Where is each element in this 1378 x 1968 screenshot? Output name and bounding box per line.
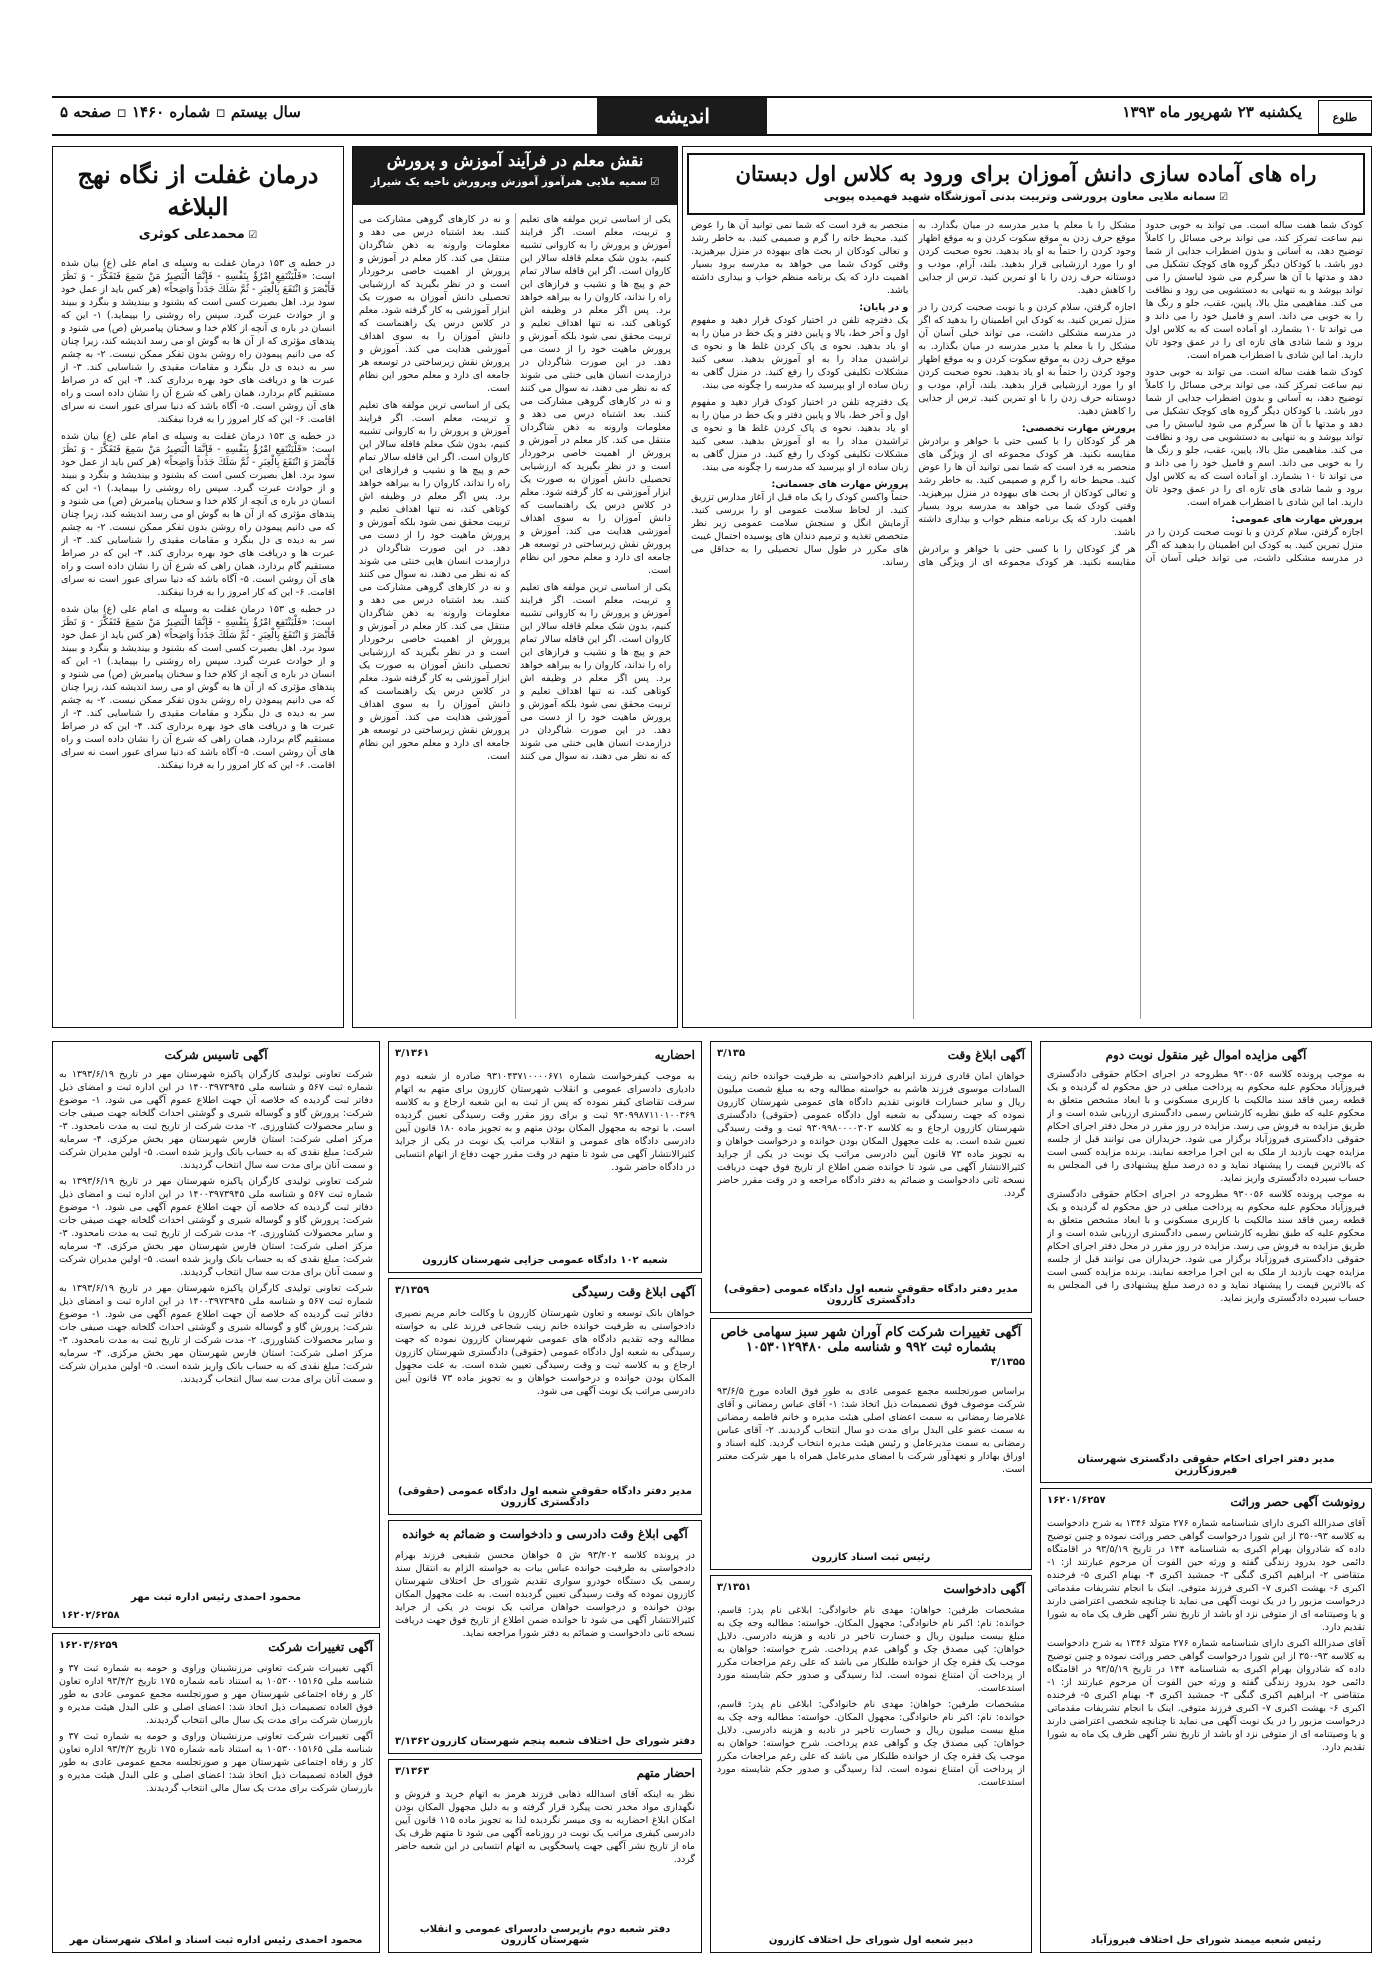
paragraph: یکی از اساسی ترین مولفه های تعلیم و تربیت، معلم است. اگر فرایند آموزش و پرورش را به کاروانی تشبیه کنیم، بدون شک معلم قافله سالار این کاروان است. اگر این قافله سالار تمام خم و پیچ ها و نشیب و فرازهای این راه را نداند، کاروان را به بیراهه خواهد برد. پس اگر معلم در وظیفه اش کوتاهی کند، نه تنها اهداف تعلیم و تربیت محقق نمی شود بلکه آموزش و پرورش ماهیت خود را از دست می دهد. در این صورت شاگردان در درازمدت انسان هایی خنثی می شوند که نه نظر می دهند، نه سوال می کنند و نه در کارهای گروهی مشارکت می کنند. بعد اشتباه درس می دهد و معلومات وارونه به ذهن شاگردان منتقل می کند. کار معلم در آموزش و پرورش از اهمیت خاصی برخوردار است و در نظر بگیرید که ارزشیابی تحصیلی دانش آموزان به صورت یک ابزار آموزشی به کار گرفته شود. معلم در کلاس درس یک راهنماست که دانش آموزان را به سوی اهداف آموزشی هدایت می کند. آموزش و پرورش نقش زیرساختی در توسعه هر جامعه ای دارد و معلم محور این نظام است. <box>520 214 671 576</box>
article-teacher-title: نقش معلم در فرآیند آموزش و پرورش <box>386 151 644 170</box>
paragraph: آقای صدرالله اکبری دارای شناسنامه شماره ۲۷۶ متولد ۱۳۴۶ به شرح دادخواست به کلاسه ۹۳-۳۵۰ از این شورا درخواست گواهی حصر وراثت نموده و چنین توضیح داده که شادروان بهرام اکبری به شناسنامه ۱۴۴ در تاریخ ۹۳/۵/۱۹ در اقامتگاه دائمی خود بدرود زندگی گفته و ورثه حین الفوت آن مرحوم عبارتند از: ۱- متقاضی ۲- ابراهیم اکبری گنگی ۳- جمشید اکبری ۴- بهنام اکبری ۵- فرخنده اکبری ۶- بهشت اکبری ۷- اکبری فرزند متوفی. اینک با انجام تشریفات مقدماتی درخواست مزبور را در یک نوبت آگهی می نماید تا چنانچه شخصی اعتراضی دارند و یا وصیتنامه ای از متوفی نزد او باشد از تاریخ نشر آگهی ظرف یک ماه به شورا تقدیم دارد. <box>1047 1638 1365 1753</box>
ad-heirs-body <box>1047 1517 1365 1922</box>
ad-changes <box>52 1633 380 1953</box>
ad-mortgage-signature: شعبه ۱۰۲ دادگاه عمومی جزایی شهرستان کازرون <box>422 1255 668 1266</box>
ad-company-change-signature: رئیس ثبت اسناد کازرون <box>811 1552 931 1563</box>
ad-founding-title: آگهی تاسیس شرکت <box>164 1048 268 1062</box>
paragraph: اجازه گرفتن، سلام کردن و با نوبت صحبت کردن را در منزل تمرین کنید. به کودک اين اطمینان را بدهید که اگر در مدرسه مشکلی داشت، می تواند خیلی آسان آن مشکل را با معلم یا مدیر مدرسه در میان بگذارد. به موقع حرف زدن به موقع سکوت کردن و به موقع اظهار وجود کردن را حتماً به او یاد بدهید. نحوه صحبت کردن او را مورد ارزشیابی قرار بدهید. بلند، آرام، مودب و دوستانه حرف زدن را با او تمرین کنید. ترس از جدایی را کاهش دهید. <box>918 302 1136 417</box>
ad-company-change-number: ۳/۱۳۵۵ <box>990 1357 1025 1368</box>
ad-notice-2-body: خواهان بانک توسعه و تعاون شهرستان کازرون با وکالت خانم مریم نصیری دادخواستی به طرفیت خوانده خانم زینب شجاعی فرزند علی به خواسته مطالبه وجه تقدیم دادگاه های عمومی شهرستان کازرون نموده که جهت رسیدگی به شعبه اول دادگاه عمومی (حقوقی) دادگستری شهرستان کازرون ارجاع و به کلاسه ثبت و وقت رسیدگی تعیین شده است. به علت مجهول المکان بودن خوانده و درخواست خواهان و به تجویز ماده ۷۳ قانون آیین دادرسی مراتب یک نوبت آگهی می شود. <box>395 1308 695 1397</box>
ad-summon-signature: دفتر شعبه دوم بازپرسی دادسرای عمومی و انقلاب شهرستان کازرون <box>419 1924 671 1946</box>
paragraph: یک دفترچه تلفن در اختیار کودک قرار دهید و مفهوم اول و آخر خط، بالا و پایین دفتر و یک خط در میان را به او یاد بدهید. نحوه ی پاک کردن غلط ها و نحوه ی تراشیدن مداد را به او آموزش بدهید. سعی کنید مشکلات تکلیفی کودک را رفع کنید. در منزل گاهی به زبان ساده از او بپرسید که مدرسه را چگونه می بیند. <box>691 315 909 391</box>
ad-notice-3-number: ۳/۱۳۶۲ <box>395 1736 430 1747</box>
ad-founding-body <box>59 1068 373 1573</box>
paragraph: کودک شما هفت ساله است. می تواند به خوبی حدود نیم ساعت تمرکز کند، می تواند برخی مسائل را کاملاً توضیح دهد، به آسانی و بدون اضطراب جدایی از شما دور باشد. با کودکان دیگر گروه های کوچک تشکیل می دهد و مدتها با آن ها سرگرم می شود لباسش را می تواند بپوشد و به تنهایی به دستشویی می رود و نظافت می کند. مفاهیمی مثل بالا، پایین، عقب، جلو و رنگ ها را به خوبی می داند. اسم و فامیل خود را می داند و می تواند تا ۱۰ بشمارد. او آماده است که به کلاس اول برود و شما شادی های تازه ای را در عمق وجود تان دارید. اما این شادی با اضطراب همراه است. <box>1145 220 1363 361</box>
ad-company-change-title: آگهی تغییرات شرکت کام آوران شهر سبز سهامی خاص بشماره ثبت ۹۹۲ و شناسه ملی ۱۰۵۳۰۱۲۹۴۸۰ <box>720 1325 1022 1355</box>
paragraph: شرکت تعاونی تولیدی کارگران پاکیزه شهرستان مهر در تاریخ ۱۳۹۳/۶/۱۹ به شماره ثبت ۵۶۷ و شناسه ملی ۱۴۰۰۳۹۷۳۹۴۵ در این اداره ثبت و امضای ذیل دفاتر ثبت گردیده که خلاصه آن جهت اطلاع عموم آگهی می شود. ۱- موضوع شرکت: پرورش گاو و گوساله شیری و گوشتی احداث گلخانه جهت صیفی جات و سایر محصولات کشاورزی. ۲- مدت شرکت از تاریخ ثبت به مدت نامحدود. ۳- مرکز اصلی شرکت: استان فارس شهرستان مهر بخش مرکزی. ۴- سرمایه شرکت: مبلغ نقدی که به حساب بانک واریز شده است. ۵- اولین مدیران شرکت و سمت آنان برای مدت سه سال انتخاب گردیدند. <box>59 1069 373 1171</box>
ad-auction-body <box>1047 1068 1365 1453</box>
paragraph: آگهی تغییرات شرکت تعاونی مرزنشینان وراوی و حومه به شماره ثبت ۳۷ و شناسه ملی ۱۰۵۳۰۰۱۵۱۶۵ به استناد نامه شماره ۱۷۵ تاریخ ۹۳/۴/۲ اداره تعاون کار و رفاه اجتماعی شهرستان مهر و صورتجلسه مجمع عمومی عادی به طور فوق العاده تصمیمات ذیل اتخاذ شد: اعضای اصلی و علی البدل هیئت مدیره و بازرسان شرکت برای مدت یک سال مالی انتخاب گردیدند. <box>59 1731 373 1794</box>
paragraph: اجازه گرفتن، سلام کردن و با نوبت صحبت کردن را در منزل تمرین کنید. به کودک اين اطمینان را بدهید که اگر در مدرسه مشکلی داشت، می تواند خیلی آسان آن مشکل را با معلم یا مدیر مدرسه در میان بگذارد. به موقع حرف زدن به موقع سکوت کردن و به موقع اظهار وجود کردن را حتماً به او یاد بدهید. نحوه صحبت کردن او را مورد ارزشیابی قرار بدهید. بلند، آرام، مودب و دوستانه حرف زدن را با او تمرین کنید. ترس از جدایی را کاهش دهید. <box>918 220 1363 564</box>
article-kindergarten-byline: سمانه ملایی معاون پرورشی وتربیت بدنی آموزشگاه شهید فهمیده پیوپی <box>823 190 1216 203</box>
ad-petition-signature: دبیر شعبه اول شورای حل اختلاف کازرون <box>768 1935 974 1946</box>
ad-heirs <box>1040 1488 1372 1953</box>
paragraph: در خطبه ی ۱۵۳ درمان غفلت به وسیله ی امام علی (ع) بیان شده است: «فَلْيَنْتَفِعِ امْرُؤٌ بِنَفْسِهِ - فَإِنَّمَا الْبَصِيرُ مَنْ سَمِعَ فَتَفَكَّرَ - وَ نَظَرَ فَأَبْصَرَ وَ انْتَفَعَ بِالْعِبَرِ - ثُمَّ سَلَكَ جَدَداً وَاضِحاً» (هر کس باید از عمل خود سود برد. اهل بصیرت کسی است که بشنود و بیندیشد و بنگرد و ببیند و از حوادث عبرت گیرد. سپس راه روشنی را بپیماید.) ۱- این که انسان در باره ی آنچه از کلام خدا و سخنان پیامبرش (ص) می شنود و پندهای مؤثری که از آن ها به گوش او می رسد اندیشه کند، زیرا چنان که می دانیم پیمودن راه روشن بدون تفکر ممکن نیست. ۲- به چشم سر به دیده ی دل بنگرد و مقامات مقیدی را شناسایی کند. ۳- از عبرت ها و دریافت های خود بهره برداری کند. ۴- این که در صراط مستقیم گام بردارد، همان راهی که شرع آن را نشان داده است و راه های آن روشن است. ۵- آگاه باشد که دنیا سرای عبور است نه سرای اقامت. ۶- این که کار امروز را به فردا نیفکند. <box>61 431 335 598</box>
article-kindergarten-body <box>691 219 1363 1019</box>
newspaper-logo: طلوع <box>1318 100 1372 134</box>
ad-changes-body <box>59 1662 373 1917</box>
ad-notice-1 <box>710 1041 1032 1313</box>
paragraph: مشخصات طرفین: خواهان: مهدی نام خانوادگی: ابلاغی نام پدر: قاسم، خوانده: نام: اکبر نام خانوادگی: مجهول المکان. خواسته: مطالبه وجه چک به مبلغ بیست میلیون ریال و خسارت تاخیر در تادیه و هزینه دادرسی. دلایل خواهان: کپی مصدق چک و گواهی عدم پرداخت. شرح خواسته: خواهان به موجب یک فقره چک از خوانده طلبکار می باشد که علی رغم مراجعات مکرر از پرداخت آن امتناع نموده است. لذا رسیدگی و صدور حکم شایسته مورد استدعاست. <box>717 1699 1025 1788</box>
ad-notice-3-title: آگهی ابلاغ وقت دادرسی و دادخواست و ضمائم به خوانده <box>402 1527 688 1541</box>
ad-mortgage-body: به موجب کیفرخواست شماره ۹۳۱۰۴۳۷۱۰۰۰۰۶۷۱ صادره از شعبه دوم دادیاری دادسرای عمومی و انقلاب شهرستان کازرون برای متهم به اتهام سرقت تقاضای کیفر نموده که پس از ثبت به این شعبه ارجاع و به کلاسه ۹۳۰۹۹۸۷۱۱۰۱۰۰۳۶۹ ثبت و برای روز مقرر وقت رسیدگی تعیین گردیده است. با توجه به مجهول المکان بودن متهم و به تجویز ماده ۱۸۰ قانون آیین دادرسی دادگاه های عمومی و انقلاب مراتب یک نوبت در یکی از جراید کثیرالانتشار آگهی می شود تا متهم در وقت مقرر جهت دفاع از اتهام انتسابی در دادگاه حاضر شود. <box>395 1071 695 1173</box>
checkbox-icon: ☑ <box>244 230 258 241</box>
ad-petition-number: ۳/۱۳۵۱ <box>717 1582 752 1593</box>
article-nahj-body <box>61 257 335 1019</box>
ad-changes-number: ۱۶۲۰۳/۶۲۵۹ <box>59 1640 118 1651</box>
ad-notice-2-signature: مدیر دفتر دادگاه حقوقی شعبه اول دادگاه عمومی (حقوقی) دادگستری کازرون <box>398 1486 692 1508</box>
article-kindergarten <box>682 146 1372 1028</box>
ad-summon-title: احضار متهم <box>636 1766 695 1780</box>
ad-notice-1-title: آگهی ابلاغ وقت <box>947 1048 1025 1062</box>
ad-notice-1-number: ۳/۱۳۵ <box>717 1048 746 1059</box>
ad-summon-number: ۳/۱۳۶۳ <box>395 1766 430 1777</box>
ad-notice-3-signature: دفتر شورای حل اختلاف شعبه پنجم شهرستان کازرون <box>430 1736 695 1747</box>
article-nahj-title: درمان غفلت از نگاه نهج البلاغه <box>77 160 319 221</box>
paragraph: در خطبه ی ۱۵۳ درمان غفلت به وسیله ی امام علی (ع) بیان شده است: «فَلْيَنْتَفِعِ امْرُؤٌ بِنَفْسِهِ - فَإِنَّمَا الْبَصِيرُ مَنْ سَمِعَ فَتَفَكَّرَ - وَ نَظَرَ فَأَبْصَرَ وَ انْتَفَعَ بِالْعِبَرِ - ثُمَّ سَلَكَ جَدَداً وَاضِحاً» (هر کس باید از عمل خود سود برد. اهل بصیرت کسی است که بشنود و بیندیشد و بنگرد و ببیند و از حوادث عبرت گیرد. سپس راه روشنی را بپیماید.) ۱- این که انسان در باره ی آنچه از کلام خدا و سخنان پیامبرش (ص) می شنود و پندهای مؤثری که از آن ها به گوش او می رسد اندیشه کند، زیرا چنان که می دانیم پیمودن راه روشن بدون تفکر ممکن نیست. ۲- به چشم سر به دیده ی دل بنگرد و مقامات مقیدی را شناسایی کند. ۳- از عبرت ها و دریافت های خود بهره برداری کند. ۴- این که در صراط مستقیم گام بردارد، همان راهی که شرع آن را نشان داده است و راه های آن روشن است. ۵- آگاه باشد که دنیا سرای عبور است نه سرای اقامت. ۶- این که کار امروز را به فردا نیفکند. <box>61 604 335 771</box>
subheading: پرورش مهارت های جسمانی: <box>771 479 909 490</box>
issue-date: یکشنبه ۲۳ شهریور ماه ۱۳۹۳ <box>1122 103 1302 121</box>
paragraph: شرکت تعاونی تولیدی کارگران پاکیزه شهرستان مهر در تاریخ ۱۳۹۳/۶/۱۹ به شماره ثبت ۵۶۷ و شناسه ملی ۱۴۰۰۳۹۷۳۹۴۵ در این اداره ثبت و امضای ذیل دفاتر ثبت گردیده که خلاصه آن جهت اطلاع عموم آگهی می شود. ۱- موضوع شرکت: پرورش گاو و گوساله شیری و گوشتی احداث گلخانه جهت صیفی جات و سایر محصولات کشاورزی. ۲- مدت شرکت از تاریخ ثبت به مدت نامحدود. ۳- مرکز اصلی شرکت: استان فارس شهرستان مهر بخش مرکزی. ۴- سرمایه شرکت: مبلغ نقدی که به حساب بانک واریز شده است. ۵- اولین مدیران شرکت و سمت آنان برای مدت سه سال انتخاب گردیدند. <box>59 1176 373 1278</box>
subheading: و در پایان: <box>859 302 909 313</box>
ad-petition <box>710 1575 1032 1953</box>
ad-notice-1-body: خواهان امان قادری فرزند ابراهیم دادخواستی به طرفیت خوانده خانم زینت السادات موسوی فرزند هاشم به خواسته مطالبه وجه به مبلغ شصت میلیون ریال و سایر خسارات قانونی تقدیم دادگاه های عمومی شهرستان کازرون نموده که جهت رسیدگی به شعبه اول دادگاه عمومی (حقوقی) دادگستری شهرستان کازرون ارجاع و به کلاسه ۹۳۰۹۹۸۰۰۰۰۳۰۲ ثبت و وقت رسیدگی تعیین شده است. به علت مجهول المکان بودن خوانده و درخواست خواهان و به تجویز ماده ۷۳ قانون آیین دادرسی مراتب یک نوبت در یکی از جراید کثیرالانتشار آگهی می شود تا خوانده ضمن اطلاع از تاریخ فوق جهت دریافت نسخه ثانی دادخواست و ضمائم به دفتر دادگاه مراجعه و در وقت مقرر حاضر گردد. <box>717 1071 1025 1199</box>
subheading: پرورش مهارت های عمومی: <box>1231 514 1363 525</box>
article-kindergarten-header <box>687 153 1365 215</box>
article-nahj-byline: محمدعلی کوثری <box>138 227 245 242</box>
ad-auction-title: آگهی مزایده اموال غیر منقول نوبت دوم <box>1105 1048 1307 1062</box>
ad-summon <box>388 1759 702 1953</box>
ad-notice-2-number: ۳/۱۳۵۹ <box>395 1285 430 1296</box>
ad-heirs-number: ۱۶۲۰۱/۶۲۵۷ <box>1047 1495 1106 1506</box>
article-teacher-byline: سمیه ملایی هنرآموز آموزش وپرورش ناحیه یک شیراز <box>370 176 647 188</box>
section-title: اندیشه <box>597 98 767 134</box>
ad-auction-signature: مدیر دفتر اجرای احکام حقوقی دادگستری شهرستان فیروزکارزین <box>1077 1454 1335 1476</box>
paragraph: به موجب پرونده کلاسه ۹۳۰۰۵۶ مطروحه در اجرای احکام حقوقی دادگستری فیروزآباد محکوم علیه محکوم به پرداخت مبلغی در حق محکوم له گردیده و یک قطعه زمین فاقد سند مالکیت با کاربری مسکونی و با ابعاد مشخص متعلق به محکوم علیه که طبق نظریه کارشناس رسمی دادگستری ارزیابی شده است و از طریق مزایده به فروش می رسد. مزایده در روز مقرر در محل دفتر اجرای احکام حقوقی دادگستری فیروزآباد برگزار می شود. خریداران می توانند قبل از جلسه مزایده جهت بازدید از ملک به این اجرا مراجعه نمایند. برنده مزایده کسی است که بالاترین قیمت را پیشنهاد نماید و ده درصد مبلغ پیشنهادی را فی المجلس به حساب سپرده دادگستری واریز نماید. <box>1047 1189 1365 1304</box>
paragraph: به موجب پرونده کلاسه ۹۳۰۰۵۶ مطروحه در اجرای احکام حقوقی دادگستری فیروزآباد محکوم علیه محکوم به پرداخت مبلغی در حق محکوم له گردیده و یک قطعه زمین فاقد سند مالکیت با کاربری مسکونی و با ابعاد مشخص متعلق به محکوم علیه که طبق نظریه کارشناس رسمی دادگستری ارزیابی شده است و از طریق مزایده به فروش می رسد. مزایده در روز مقرر در محل دفتر اجرای احکام حقوقی دادگستری فیروزآباد برگزار می شود. خریداران می توانند قبل از جلسه مزایده جهت بازدید از ملک به این اجرا مراجعه نمایند. برنده مزایده کسی است که بالاترین قیمت را پیشنهاد نماید و ده درصد مبلغ پیشنهادی را فی المجلس به حساب سپرده دادگستری واریز نماید. <box>1047 1069 1365 1184</box>
ad-notice-1-signature: مدیر دفتر دادگاه حقوقی شعبه اول دادگاه عمومی (حقوقی) دادگستری کازرون <box>724 1284 1018 1306</box>
ad-petition-title: آگهی دادخواست <box>943 1582 1025 1596</box>
paragraph: آقای صدرالله اکبری دارای شناسنامه شماره ۲۷۶ متولد ۱۳۴۶ به شرح دادخواست به کلاسه ۹۳-۳۵۰ از این شورا درخواست گواهی حصر وراثت نموده و چنین توضیح داده که شادروان بهرام اکبری به شناسنامه ۱۴۴ در تاریخ ۹۳/۵/۱۹ در اقامتگاه دائمی خود بدرود زندگی گفته و ورثه حین الفوت آن مرحوم عبارتند از: ۱- متقاضی ۲- ابراهیم اکبری گنگی ۳- جمشید اکبری ۴- بهنام اکبری ۵- فرخنده اکبری ۶- بهشت اکبری ۷- اکبری فرزند متوفی. اینک با انجام تشریفات مقدماتی درخواست مزبور را در یک نوبت آگهی می نماید تا چنانچه شخصی اعتراضی دارند و یا وصیتنامه ای از متوفی نزد او باشد از تاریخ نشر آگهی ظرف یک ماه به شورا تقدیم دارد. <box>1047 1518 1365 1633</box>
newspaper-page <box>52 96 1372 1951</box>
ad-founding <box>52 1041 380 1628</box>
paragraph: یک دفترچه تلفن در اختیار کودک قرار دهید و مفهوم اول و آخر خط، بالا و پایین دفتر و یک خط در میان را به او یاد بدهید. نحوه ی پاک کردن غلط ها و نحوه ی تراشیدن مداد را به او آموزش بدهید. سعی کنید مشکلات تکلیفی کودک را رفع کنید. در منزل گاهی به زبان ساده از او بپرسید که مدرسه را چگونه می بیند. <box>691 397 909 473</box>
ad-company-change-body: براساس صورتجلسه مجمع عمومی عادی به طور فوق العاده مورخ ۹۳/۶/۵ شرکت موصوف فوق تصمیمات ذیل اتخاذ شد: ۱- آقای عباس رمضانی و آقای غلامرضا رمضانی به سمت اعضای اصلی هیئت مدیره و خانم فاطمه رمضانی به سمت عضو علی البدل برای مدت دو سال انتخاب گردیدند. ۲- آقای عباس رمضانی به سمت مدیرعامل و رئیس هیئت مدیره انتخاب گردید. کلیه اسناد و اوراق بهادار و تعهدآور شرکت با امضای مدیرعامل همراه با مهر شرکت معتبر است. <box>717 1386 1025 1475</box>
masthead <box>52 96 1372 136</box>
article-nahj <box>52 146 344 1028</box>
ad-mortgage <box>388 1041 702 1273</box>
ad-petition-body <box>717 1604 1025 1919</box>
ad-changes-signature: محمود احمدی رئیس اداره ثبت اسناد و املاک شهرستان مهر <box>69 1935 363 1946</box>
paragraph: مشخصات طرفین: خواهان: مهدی نام خانوادگی: ابلاغی نام پدر: قاسم، خوانده: نام: اکبر نام خانوادگی: مجهول المکان. خواسته: مطالبه وجه چک به مبلغ بیست میلیون ریال و خسارت تاخیر در تادیه و هزینه دادرسی. دلایل خواهان: کپی مصدق چک و گواهی عدم پرداخت. شرح خواسته: خواهان به موجب یک فقره چک از خوانده طلبکار می باشد که علی رغم مراجعات مکرر از پرداخت آن امتناع نموده است. لذا رسیدگی و صدور حکم شایسته مورد استدعاست. <box>717 1605 1025 1694</box>
ad-auction <box>1040 1041 1372 1483</box>
paragraph: کودک شما هفت ساله است. می تواند به خوبی حدود نیم ساعت تمرکز کند، می تواند برخی مسائل را کاملاً توضیح دهد، به آسانی و بدون اضطراب جدایی از شما دور باشد. با کودکان دیگر گروه های کوچک تشکیل می دهد و مدتها با آن ها سرگرم می شود لباسش را می تواند بپوشد و به تنهایی به دستشویی می رود و نظافت می کند. مفاهیمی مثل بالا، پایین، عقب، جلو و رنگ ها را به خوبی می داند. اسم و فامیل خود را می داند و می تواند تا ۱۰ بشمارد. او آماده است که به کلاس اول برود و شما شادی های تازه ای را در عمق وجود تان دارید. اما این شادی با اضطراب همراه است. <box>1145 367 1363 508</box>
paragraph: یکی از اساسی ترین مولفه های تعلیم و تربیت، معلم است. اگر فرایند آموزش و پرورش را به کاروانی تشبیه کنیم، بدون شک معلم قافله سالار این کاروان است. اگر این قافله سالار تمام خم و پیچ ها و نشیب و فرازهای این راه را نداند، کاروان را به بیراهه خواهد برد. پس اگر معلم در وظیفه اش کوتاهی کند، نه تنها اهداف تعلیم و تربیت محقق نمی شود بلکه آموزش و پرورش ماهیت خود را از دست می دهد. در این صورت شاگردان در درازمدت انسان هایی خنثی می شوند که نه نظر می دهند، نه سوال می کنند و نه در کارهای گروهی مشارکت می کنند. بعد اشتباه درس می دهد و معلومات وارونه به ذهن شاگردان منتقل می کند. کار معلم در آموزش و پرورش از اهمیت خاصی برخوردار است و در نظر بگیرید که ارزشیابی تحصیلی دانش آموزان به صورت یک ابزار آموزشی به کار گرفته شود. معلم در کلاس درس یک راهنماست که دانش آموزان را به سوی اهداف آموزشی هدایت می کند. آموزش و پرورش نقش زیرساختی در توسعه هر جامعه ای دارد و معلم محور این نظام است. <box>359 400 510 762</box>
ad-mortgage-number: ۳/۱۳۶۱ <box>395 1048 430 1059</box>
ad-notice-3 <box>388 1520 702 1754</box>
paragraph: هر گز کودکان را با کسی حتی با خواهر و برادرش مقایسه نکنید. هر کودک مجموعه ای از ویژگی های منحصر به فرد است که شما نمی توانید آن ها را عوض کنید. محیط خانه را گرم و صمیمی کنید. به خاطر رشد و تعالی کودکان از بحث های بیهوده در منزل بپرهیزید. وقتی کودک شما می خواهد به مدرسه برود بسیار اهمیت دارد که یک برنامه منظم خواب و بیداری داشته باشد. <box>691 220 1136 568</box>
ad-heirs-title: رونوشت آگهی حصر وراثت <box>1230 1495 1365 1509</box>
checkbox-icon: ☑ <box>1215 192 1229 203</box>
article-kindergarten-title: راه های آماده سازی دانش آموزان برای ورود به کلاس اول دبستان <box>735 161 1317 186</box>
ad-notice-3-body: در پرونده کلاسه ۹۳/۲۰۲ ش ۵ خواهان محسن شفیعی فرزند بهرام دادخواستی به طرفیت خوانده عباس بیات به خواسته الزام به انتقال سند رسمی یک دستگاه خودرو سواری تقدیم شورای حل اختلاف شهرستان کازرون نموده که وقت رسیدگی تعیین گردیده است. به علت مجهول المکان بودن خوانده و درخواست خواهان مراتب یک نوبت در یکی از جراید کثیرالانتشار آگهی می شود تا خوانده ضمن اطلاع از تاریخ فوق جهت دریافت نسخه ثانی دادخواست و ضمائم به دفتر شورا مراجعه نماید. <box>395 1550 695 1639</box>
article-teacher-body <box>359 213 671 1019</box>
paragraph: در خطبه ی ۱۵۳ درمان غفلت به وسیله ی امام علی (ع) بیان شده است: «فَلْيَنْتَفِعِ امْرُؤٌ بِنَفْسِهِ - فَإِنَّمَا الْبَصِيرُ مَنْ سَمِعَ فَتَفَكَّرَ - وَ نَظَرَ فَأَبْصَرَ وَ انْتَفَعَ بِالْعِبَرِ - ثُمَّ سَلَكَ جَدَداً وَاضِحاً» (هر کس باید از عمل خود سود برد. اهل بصیرت کسی است که بشنود و بیندیشد و بنگرد و ببیند و از حوادث عبرت گیرد. سپس راه روشنی را بپیماید.) ۱- این که انسان در باره ی آنچه از کلام خدا و سخنان پیامبرش (ص) می شنود و پندهای مؤثری که از آن ها به گوش او می رسد اندیشه کند، زیرا چنان که می دانیم پیمودن راه روشن بدون تفکر ممکن نیست. ۲- به چشم سر به دیده ی دل بنگرد و مقامات مقیدی را شناسایی کند. ۳- از عبرت ها و دریافت های خود بهره برداری کند. ۴- این که در صراط مستقیم گام بردارد، همان راهی که شرع آن را نشان داده است و راه های آن روشن است. ۵- آگاه باشد که دنیا سرای عبور است نه سرای اقامت. ۶- این که کار امروز را به فردا نیفکند. <box>61 258 335 425</box>
ad-founding-signature: محمود احمدی رئیس اداره ثبت مهر <box>130 1592 301 1603</box>
checkbox-icon: ☑ <box>646 177 660 188</box>
subheading: پرورش مهارت تخصصی: <box>1021 423 1136 434</box>
ad-notice-2 <box>388 1278 702 1515</box>
article-teacher-header <box>353 147 677 205</box>
ad-company-change <box>710 1318 1032 1570</box>
paragraph: یکی از اساسی ترین مولفه های تعلیم و تربیت، معلم است. اگر فرایند آموزش و پرورش را به کاروانی تشبیه کنیم، بدون شک معلم قافله سالار این کاروان است. اگر این قافله سالار تمام خم و پیچ ها و نشیب و فرازهای این راه را نداند، کاروان را به بیراهه خواهد برد. پس اگر معلم در وظیفه اش کوتاهی کند، نه تنها اهداف تعلیم و تربیت محقق نمی شود بلکه آموزش و پرورش ماهیت خود را از دست می دهد. در این صورت شاگردان در درازمدت انسان هایی خنثی می شوند که نه نظر می دهند، نه سوال می کنند و نه در کارهای گروهی مشارکت می کنند. بعد اشتباه درس می دهد و معلومات وارونه به ذهن شاگردان منتقل می کند. کار معلم در آموزش و پرورش از اهمیت خاصی برخوردار است و در نظر بگیرید که ارزشیابی تحصیلی دانش آموزان به صورت یک ابزار آموزشی به کار گرفته شود. معلم در کلاس درس یک راهنماست که دانش آموزان را به سوی اهداف آموزشی هدایت می کند. آموزش و پرورش نقش زیرساختی در توسعه هر جامعه ای دارد و معلم محور این نظام است. <box>359 214 671 762</box>
ad-founding-number: ۱۶۲۰۲/۶۲۵۸ <box>61 1610 120 1621</box>
ad-notice-2-title: آگهی ابلاغ وقت رسیدگی <box>572 1285 695 1299</box>
paragraph: آگهی تغییرات شرکت تعاونی مرزنشینان وراوی و حومه به شماره ثبت ۳۷ و شناسه ملی ۱۰۵۳۰۰۱۵۱۶۵ به استناد نامه شماره ۱۷۵ تاریخ ۹۳/۴/۲ اداره تعاون کار و رفاه اجتماعی شهرستان مهر و صورتجلسه مجمع عمومی عادی به طور فوق العاده تصمیمات ذیل اتخاذ شد: اعضای اصلی و علی البدل هیئت مدیره و بازرسان شرکت برای مدت یک سال مالی انتخاب گردیدند. <box>59 1663 373 1726</box>
paragraph: شرکت تعاونی تولیدی کارگران پاکیزه شهرستان مهر در تاریخ ۱۳۹۳/۶/۱۹ به شماره ثبت ۵۶۷ و شناسه ملی ۱۴۰۰۳۹۷۳۹۴۵ در این اداره ثبت و امضای ذیل دفاتر ثبت گردیده که خلاصه آن جهت اطلاع عموم آگهی می شود. ۱- موضوع شرکت: پرورش گاو و گوساله شیری و گوشتی احداث گلخانه جهت صیفی جات و سایر محصولات کشاورزی. ۲- مدت شرکت از تاریخ ثبت به مدت نامحدود. ۳- مرکز اصلی شرکت: استان فارس شهرستان مهر بخش مرکزی. ۴- سرمایه شرکت: مبلغ نقدی که به حساب بانک واریز شده است. ۵- اولین مدیران شرکت و سمت آنان برای مدت سه سال انتخاب گردیدند. <box>59 1283 373 1385</box>
ad-mortgage-title: احضاریه <box>654 1048 695 1062</box>
issue-number: سال بیستم ▫ شماره ۱۴۶۰ ▫ صفحه ۵ <box>60 103 301 121</box>
paragraph: هر گز کودکان را با کسی حتی با خواهر و برادرش مقایسه نکنید. هر کودک مجموعه ای از ویژگی های منحصر به فرد است که شما نمی توانید آن ها را عوض کنید. محیط خانه را گرم و صمیمی کنید. به خاطر رشد و تعالی کودکان از بحث های بیهوده در منزل بپرهیزید. وقتی کودک شما می خواهد به مدرسه برود بسیار اهمیت دارد که یک برنامه منظم خواب و بیداری داشته باشد. <box>918 436 1136 538</box>
ad-changes-title: آگهی تغییرات شرکت <box>268 1640 373 1654</box>
paragraph: حتماً واکسن کودک را یک ماه قبل از آغاز مدارس تزریق کنید. از لحاظ سلامت عمومی او را بررسی کنید. آزمایش انگل و سنجش سلامت عمومی زیر نظر متخصص تغذیه و ترمیم دندان های پوسیده احتمال غیبت های مکرر در طول سال تحصیلی را به حداقل می رساند. <box>691 492 909 568</box>
ad-heirs-signature: رئیس شعبه میمند شورای حل اختلاف فیروزآباد <box>1090 1935 1322 1946</box>
ad-summon-body: نظر به اینکه آقای اسدالله ذهابی فرزند هرمز به اتهام خرید و فروش و نگهداری مواد مخدر تحت پیگرد قرار گرفته و به دلیل مجهول المکان بودن امکان ابلاغ احضاریه به وی میسر نگردیده لذا به تجویز ماده ۱۱۵ قانون آیین دادرسی کیفری مراتب یک نوبت در روزنامه آگهی می شود تا متهم ظرف یک ماه از تاریخ نشر آگهی جهت پاسخگویی به اتهام انتسابی در این شعبه حاضر گردد. <box>395 1789 695 1865</box>
article-teacher <box>352 146 678 1028</box>
